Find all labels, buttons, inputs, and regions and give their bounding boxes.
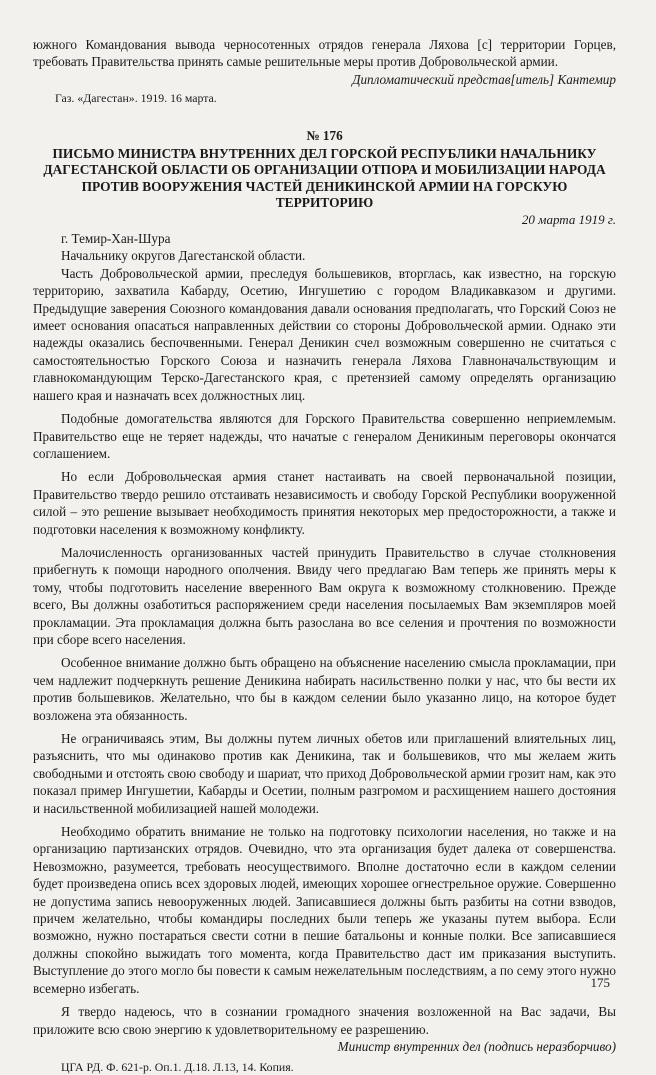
document-signature: Министр внутренних дел (подпись неразборчиво) — [337, 1038, 616, 1054]
paragraph-4: Малочисленность организованных частей принудить Правительство в случае столкновения прибегнуть к помощи народного ополчения. Ввиду чего предлагаю Вам теперь же принять меры к тому, чтобы подготовить население вверенного Вам округа к возможному столкновению. Прежде всего, Вы должны озаботиться распоряжением среди населения посылаемых Вам экземпляров моей прокламации. Эта прокламация должна быть разослана во все селения и прочтения по возможности при сборе всего населения. — [33, 544, 616, 647]
document-number: № 176 — [306, 128, 343, 144]
page-number: 175 — [590, 975, 610, 990]
document-addressee: Начальнику округов Дагестанской области. — [61, 248, 306, 264]
archive-reference: ЦГА РД. Ф. 621-р. Оп.1. Д.18. Л.13, 14. Копия. — [61, 1060, 294, 1075]
paragraph-3: Но если Добровольческая армия станет настаивать на своей первоначальной позиции, Правительство твердо решило отстаивать независимость и свободу Горской Республики вооруженной силой – это решение вызывает необходимость принятия некоторых мер предосторожности, а также и подготовки населения к возможному конфликту. — [33, 469, 616, 537]
paragraph-8: Я твердо надеюсь, что в сознании громадного значения возложенной на Вас задачи, Вы приложите всю свою энергию к удовлетворительному ее разрешению. — [33, 1004, 616, 1037]
previous-doc-source: Газ. «Дагестан». 1919. 16 марта. — [55, 91, 217, 106]
paragraph-7: Необходимо обратить внимание не только на подготовку психологии населения, но также и на организацию партизанских отрядов. Очевидно, что эта организация будет далека от совершенства. Невозможно, разумеется, требовать неосуществимого. Вполне достаточно если в каждом селении будет произведена опись всех здоровых людей, имеющих хорошее огнестрельное оружие. Совершенно не допустима запись невооруженных людей. Записавшиеся должны быть разбиты на сотни взводов, причем желательно, чтобы командиры последних были теперь же указаны путем выбора. Если возможно, нужно постараться свести сотни в пешие батальоны и конные полки. Все записавшиеся должны спокойно выжидать того момента, когда Правительство даст им приказания выступить. Выступление до этого могло бы повести к самым нежелательным последствиям, а по сему этого нужно всемерно избегать. — [33, 824, 616, 996]
document-title: ПИСЬМО МИНИСТРА ВНУТРЕННИХ ДЕЛ ГОРСКОЙ РЕСПУБЛИКИ НАЧАЛЬНИКУ ДАГЕСТАНСКОЙ ОБЛАСТИ ОБ ОРГАНИЗАЦИИ ОТПОРА И МОБИЛИЗАЦИИ НАРОДА ПРОТИВ ВООРУЖЕНИЯ ЧАСТЕЙ ДЕНИКИНСКОЙ АРМИИ НА ГОРСКУЮ ТЕРРИТОРИЮ — [43, 146, 606, 210]
paragraph-1: Часть Добровольческой армии, преследуя большевиков, вторглась, как известно, на горскую территорию, захватила Кабарду, Осетию, Ингушетию с городом Владикавказом и другими. Предыдущие заверения Союзного командования давали основания предполагать, что Горский Союз не имеет основания опасаться направленных действии со стороны Добровольческой армии. Однако эти надежды оказались беспочвенными. Генерал Деникин счел возможным совершенно не считаться с самостоятельностью Горского Союза и назначить генерала Ляхова Главноначальствующим и главнокомандующим Терско-Дагестанского края, с претензией самому определять организацию нашего края и назначать всех должностных лиц. — [33, 265, 616, 403]
paragraph-6: Не ограничиваясь этим, Вы должны путем личных обетов или приглашений влиятельных лиц, разъяснить, что мы одинаково против как Деникина, так и большевиков, что мы желаем жить свободными и отстоять свою свободу и шариат, что приход Добровольческой армии грозит нам, как это показал пример Ингушетии, Кабарды и Осетии, полным разгромом и расхищением нашего достояния и насильственной мобилизацией нашей молодежи. — [33, 731, 616, 816]
document-date: 20 марта 1919 г. — [521, 212, 616, 228]
paragraph-2: Подобные домогательства являются для Горского Правительства совершенно неприемлемым. Правительство еще не теряет надежды, что начатые с генералом Деникиным переговоры окончатся соглашением. — [33, 411, 616, 461]
document-place: г. Темир-Хан-Шура — [61, 231, 171, 247]
previous-doc-signature: Дипломатический представ[итель] Кантемир — [352, 71, 616, 87]
previous-doc-text: южного Командования вывода черносотенных отрядов генерала Ляхова [с] территории Горцев, требовать Правительства принять самые решительные меры против Добровольческой армии. — [33, 37, 616, 70]
paragraph-5: Особенное внимание должно быть обращено на объяснение населению смысла прокламации, при чем надлежит подчеркнуть решение Деникина набирать насильственно полки у нас, что бы вести их против большевиков. Желательно, что бы в каждом селении было указанно лицо, на которое будет возложена эта обязанность. — [33, 655, 616, 723]
